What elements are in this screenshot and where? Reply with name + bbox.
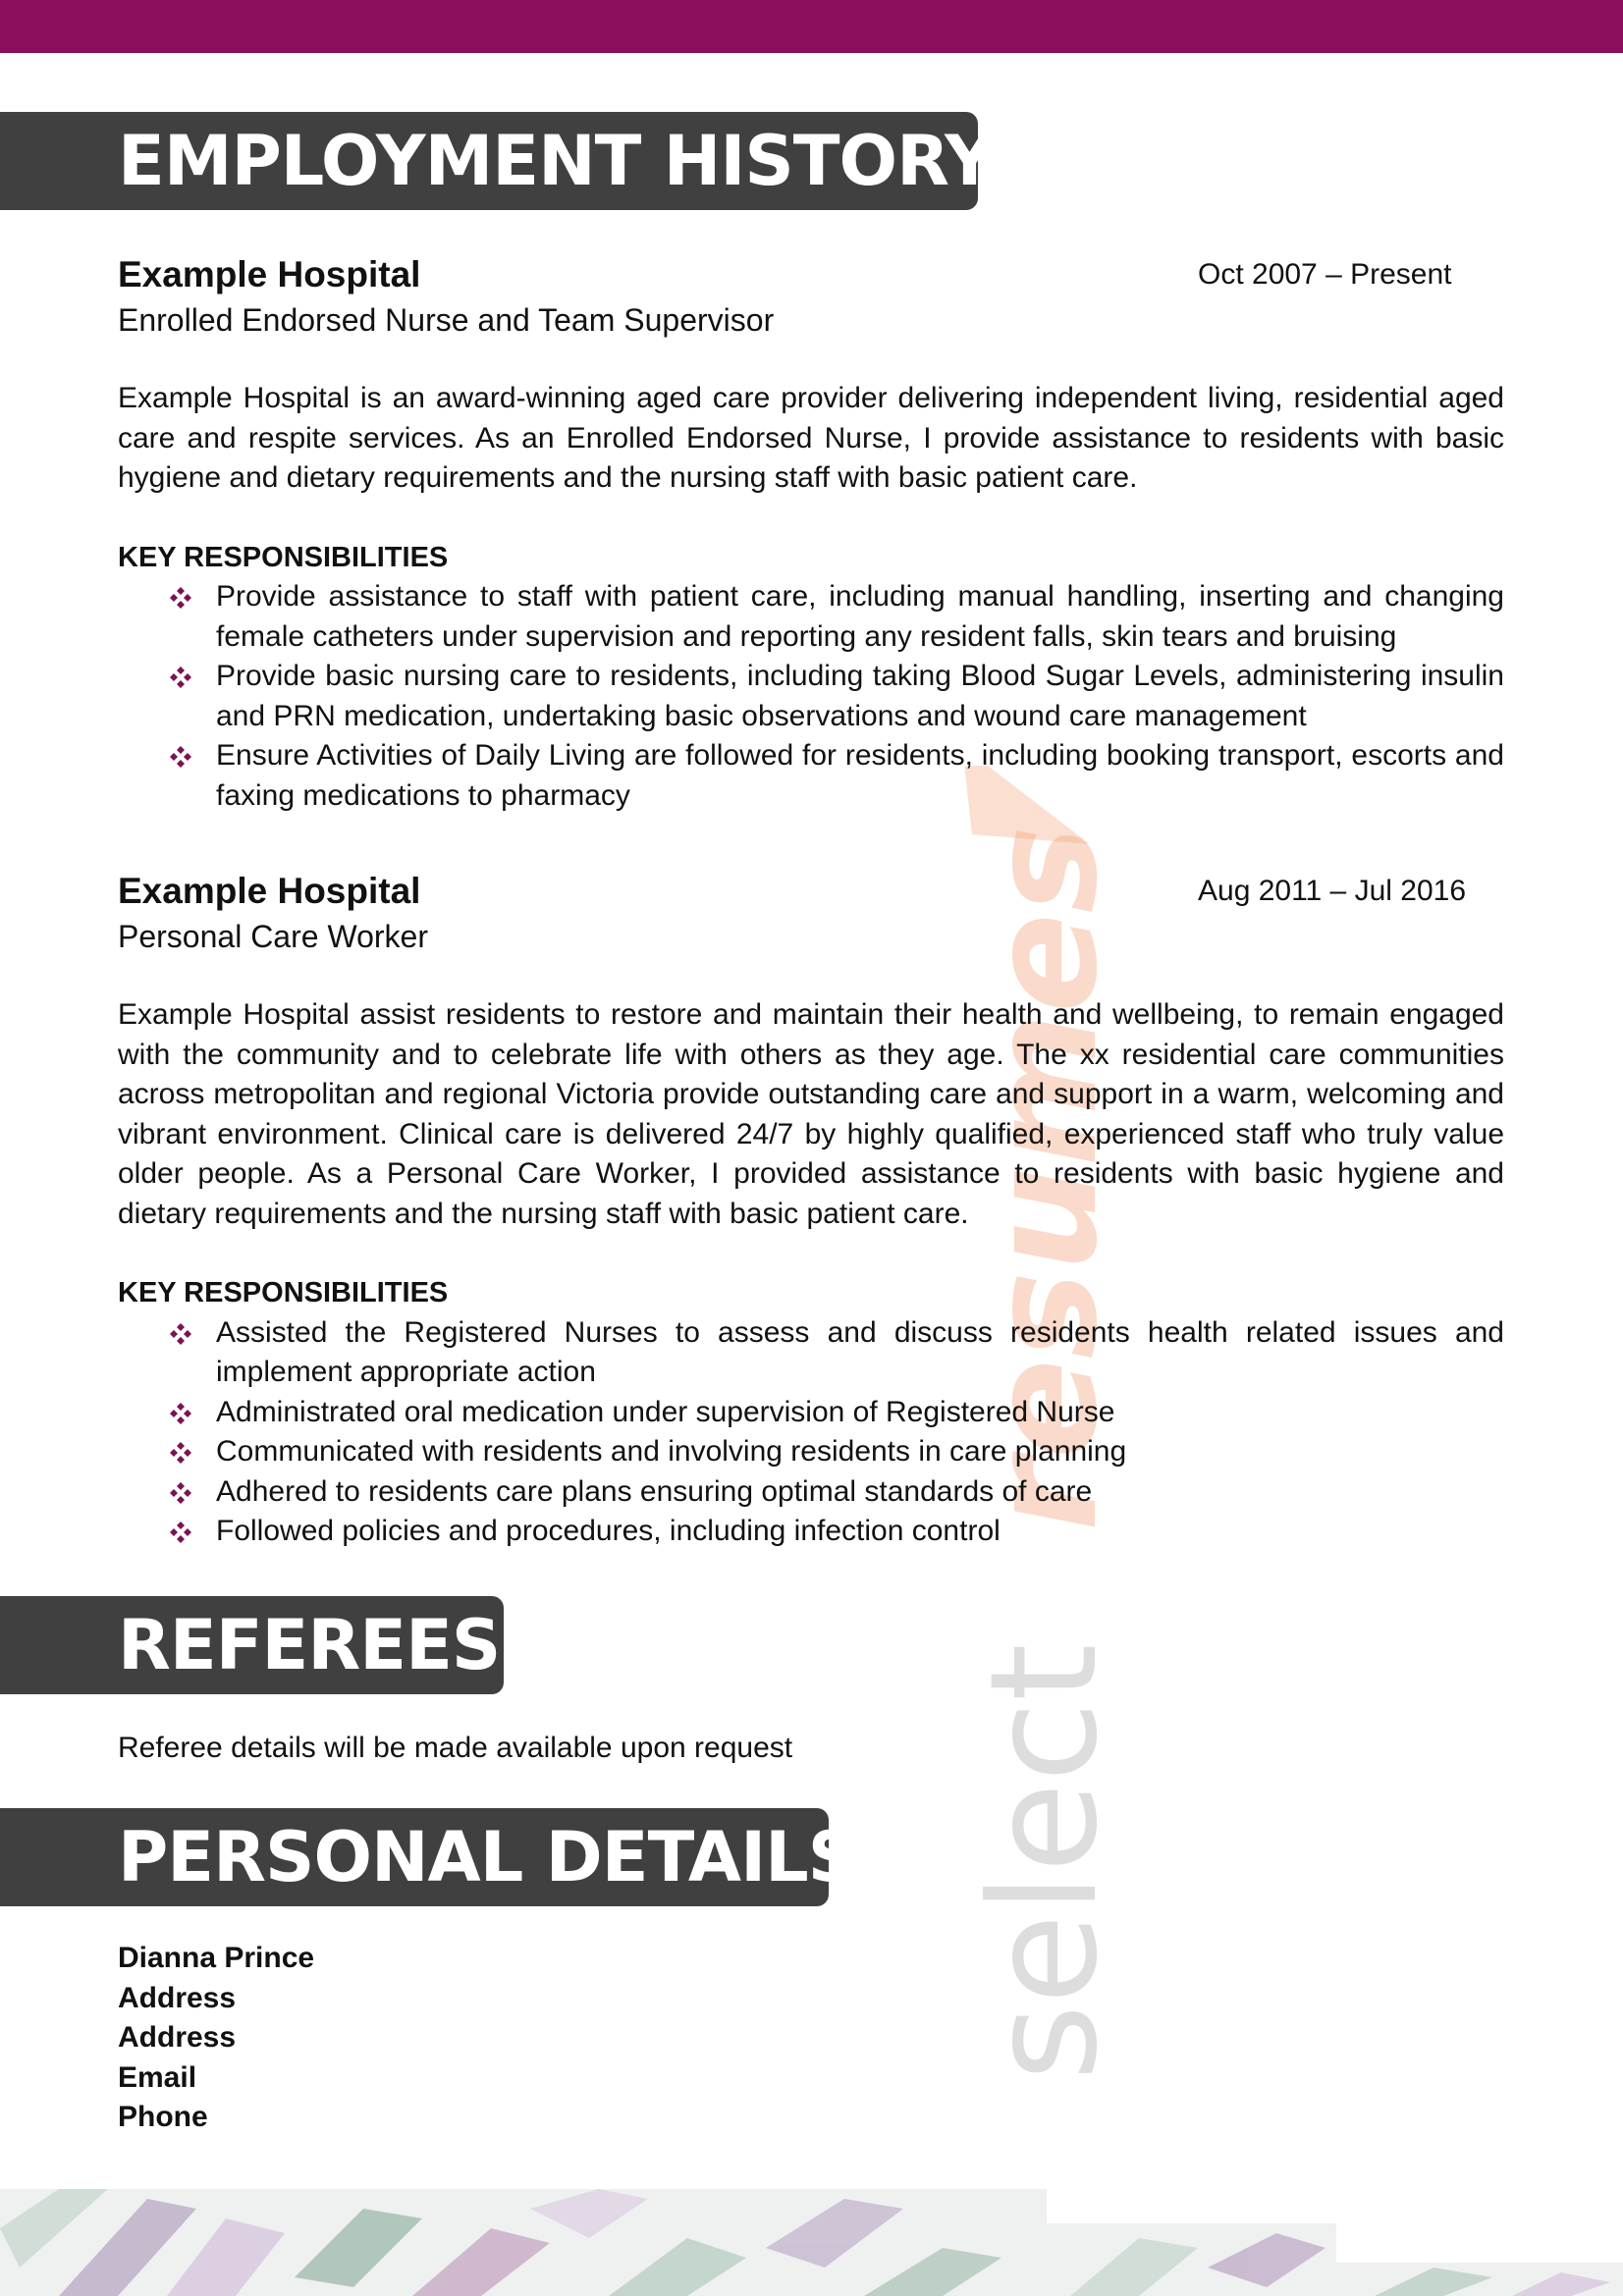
job-dates: Aug 2011 – Jul 2016 — [1198, 875, 1467, 907]
job-title: Personal Care Worker — [118, 919, 428, 954]
diamond-bullet-icon — [169, 1441, 192, 1465]
email-line: Email — [118, 2060, 197, 2094]
responsibility-text: Ensure Activities of Daily Living are followed for residents, including booking transport, escorts and faxing medications to pharmacy — [216, 739, 1504, 812]
responsibilities-heading: KEY RESPONSIBILITIES — [118, 541, 449, 573]
employment-history-header — [0, 112, 994, 210]
job-header — [118, 251, 1504, 298]
list-item — [118, 1393, 1504, 1433]
employer-name: Example Hospital — [118, 254, 421, 294]
responsibility-text: Provide assistance to staff with patient care, including manual handling, inserting and changing female catheters under supervision and reporting any resident falls, skin tears and bruising — [216, 580, 1504, 653]
list-item — [118, 1313, 1504, 1393]
top-accent-bar — [0, 0, 1623, 53]
list-item — [118, 1472, 1504, 1513]
referees-note: Referee details will be made available upon request — [118, 1732, 793, 1764]
diamond-bullet-icon — [169, 586, 192, 610]
responsibilities-list — [118, 577, 1504, 816]
referees-title: REFEREES — [118, 1605, 501, 1685]
employment-history-title: EMPLOYMENT HISTORY — [118, 121, 994, 201]
responsibilities-list — [118, 1313, 1504, 1552]
list-item — [118, 1512, 1504, 1552]
job-entry-1 — [118, 251, 1504, 816]
address-line-1: Address — [118, 1981, 237, 2014]
referees-header — [0, 1596, 504, 1694]
job-description: Example Hospital is an award-winning aged care provider delivering independent living, residential aged care and respite services. As an Enrolled Endorsed Nurse, I provide assistance to residents with basic hygiene and dietary requirements and the nursing staff with basic patient care. — [118, 382, 1504, 494]
diamond-bullet-icon — [169, 1521, 192, 1544]
watermark-brand-bold: resumes — [959, 825, 1130, 1531]
watermark-brand-light: select — [959, 1643, 1130, 2081]
list-item — [118, 1432, 1504, 1472]
responsibility-text: Adhered to residents care plans ensuring optimal standards of care — [216, 1474, 1093, 1508]
job-header — [118, 868, 1504, 915]
diamond-bullet-icon — [169, 1402, 192, 1425]
responsibility-text: Administrated oral medication under supervision of Registered Nurse — [216, 1395, 1115, 1428]
diamond-bullet-icon — [169, 1322, 192, 1346]
job-title: Enrolled Endorsed Nurse and Team Supervisor — [118, 302, 775, 338]
responsibilities-heading: KEY RESPONSIBILITIES — [118, 1277, 449, 1308]
employer-name: Example Hospital — [118, 871, 421, 911]
job-entry-2 — [118, 868, 1504, 1552]
list-item — [118, 736, 1504, 816]
responsibility-text: Followed policies and procedures, including infection control — [216, 1515, 1001, 1547]
list-item — [118, 657, 1504, 736]
personal-details-title: PERSONAL DETAILS — [118, 1817, 857, 1897]
responsibility-text: Communicated with residents and involving residents in care planning — [216, 1435, 1127, 1468]
footer-decoration — [0, 2189, 1623, 2296]
phone-line: Phone — [118, 2101, 208, 2133]
responsibility-text: Assisted the Registered Nurses to assess and discuss residents health related issues and implement appropriate action — [216, 1315, 1504, 1388]
list-item — [118, 577, 1504, 657]
diamond-bullet-icon — [169, 666, 192, 689]
personal-details-block — [118, 1939, 314, 2138]
person-name: Dianna Prince — [118, 1942, 315, 1974]
job-dates: Oct 2007 – Present — [1198, 258, 1452, 291]
diamond-bullet-icon — [169, 745, 192, 769]
responsibility-text: Provide basic nursing care to residents, including taking Blood Sugar Levels, administering insulin and PRN medication, undertaking basic observations and wound care management — [216, 660, 1504, 732]
diamond-bullet-icon — [169, 1481, 192, 1505]
address-line-2: Address — [118, 2021, 237, 2054]
personal-details-header — [0, 1808, 857, 1906]
job-description: Example Hospital assist residents to restore and maintain their health and wellbeing, to remain engaged with the community and to celebrate life with others as they age. The xx residential care communities across metropolitan and regional Victoria provide outstanding care and support in a warm, welcoming and vibrant environment. Clinical care is delivered 24/7 by highly qualified, experienced staff who truly value older people. As a Personal Care Worker, I provided assistance to residents with basic hygiene and dietary requirements and the nursing staff with basic patient care. — [118, 998, 1504, 1230]
